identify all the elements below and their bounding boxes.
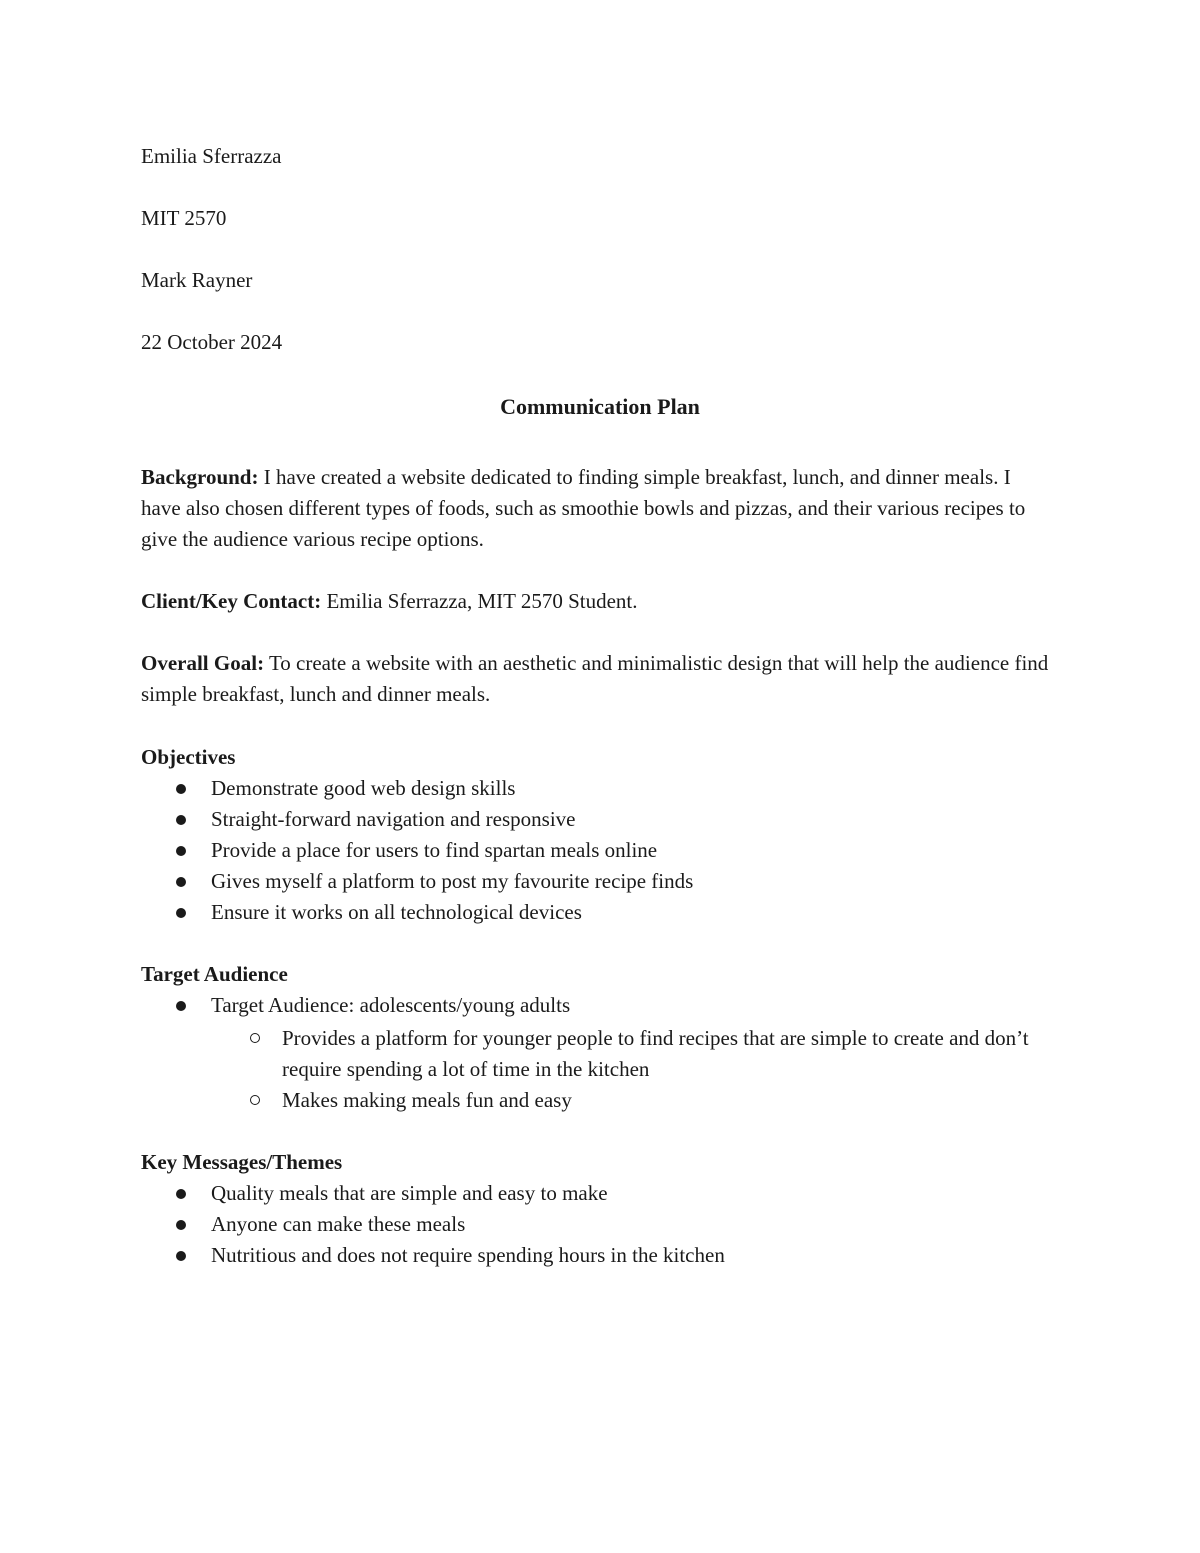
client-paragraph bbox=[141, 586, 1051, 617]
goal-text: To create a website with an aesthetic and minimalistic design that will help the audience find simple breakfast, lunch and dinner meals. bbox=[141, 651, 1049, 706]
list-item-text: Provide a place for users to find spartan meals online bbox=[211, 838, 658, 862]
client-label: Client/Key Contact: bbox=[141, 589, 322, 613]
list-item-text: Gives myself a platform to post my favourite recipe finds bbox=[211, 869, 694, 893]
sub-list-item-text: Provides a platform for younger people to find recipes that are simple to create and don’t require spending a lot of time in the kitchen bbox=[282, 1026, 1029, 1081]
background-label: Background: bbox=[141, 465, 259, 489]
document-date: 22 October 2024 bbox=[141, 330, 283, 354]
bullet-icon bbox=[176, 784, 186, 794]
author-name: Emilia Sferrazza bbox=[141, 144, 282, 168]
list-item-text: Quality meals that are simple and easy to make bbox=[211, 1181, 608, 1205]
client-text: Emilia Sferrazza, MIT 2570 Student. bbox=[326, 589, 638, 613]
list-item-text: Anyone can make these meals bbox=[211, 1212, 466, 1236]
hollow-bullet-icon bbox=[250, 1095, 260, 1105]
course-code: MIT 2570 bbox=[141, 206, 227, 230]
goal-paragraph bbox=[141, 648, 1051, 710]
bullet-icon bbox=[176, 1220, 186, 1230]
hollow-bullet-icon bbox=[250, 1033, 260, 1043]
page-title: Communication Plan bbox=[500, 394, 700, 419]
instructor-name: Mark Rayner bbox=[141, 268, 253, 292]
bullet-icon bbox=[176, 846, 186, 856]
objectives-heading: Objectives bbox=[141, 745, 236, 769]
background-text: I have created a website dedicated to finding simple breakfast, lunch, and dinner meals. I have also chosen different types of foods, such as smoothie bowls and pizzas, and their various recipes to give the audience various recipe options. bbox=[141, 465, 1026, 551]
background-paragraph bbox=[141, 462, 1051, 555]
list-item-text: Target Audience: adolescents/young adults bbox=[211, 993, 571, 1017]
sub-list-item-text: Makes making meals fun and easy bbox=[282, 1088, 572, 1112]
list-item-text: Straight-forward navigation and responsive bbox=[211, 807, 576, 831]
bullet-icon bbox=[176, 877, 186, 887]
list-item-text: Nutritious and does not require spending hours in the kitchen bbox=[211, 1243, 725, 1267]
messages-heading: Key Messages/Themes bbox=[141, 1150, 343, 1174]
list-item-text: Demonstrate good web design skills bbox=[211, 776, 516, 800]
list-item-text: Ensure it works on all technological devices bbox=[211, 900, 582, 924]
goal-label: Overall Goal: bbox=[141, 651, 265, 675]
bullet-icon bbox=[176, 1251, 186, 1261]
bullet-icon bbox=[176, 1001, 186, 1011]
audience-heading: Target Audience bbox=[141, 962, 288, 986]
bullet-icon bbox=[176, 815, 186, 825]
bullet-icon bbox=[176, 908, 186, 918]
bullet-icon bbox=[176, 1189, 186, 1199]
